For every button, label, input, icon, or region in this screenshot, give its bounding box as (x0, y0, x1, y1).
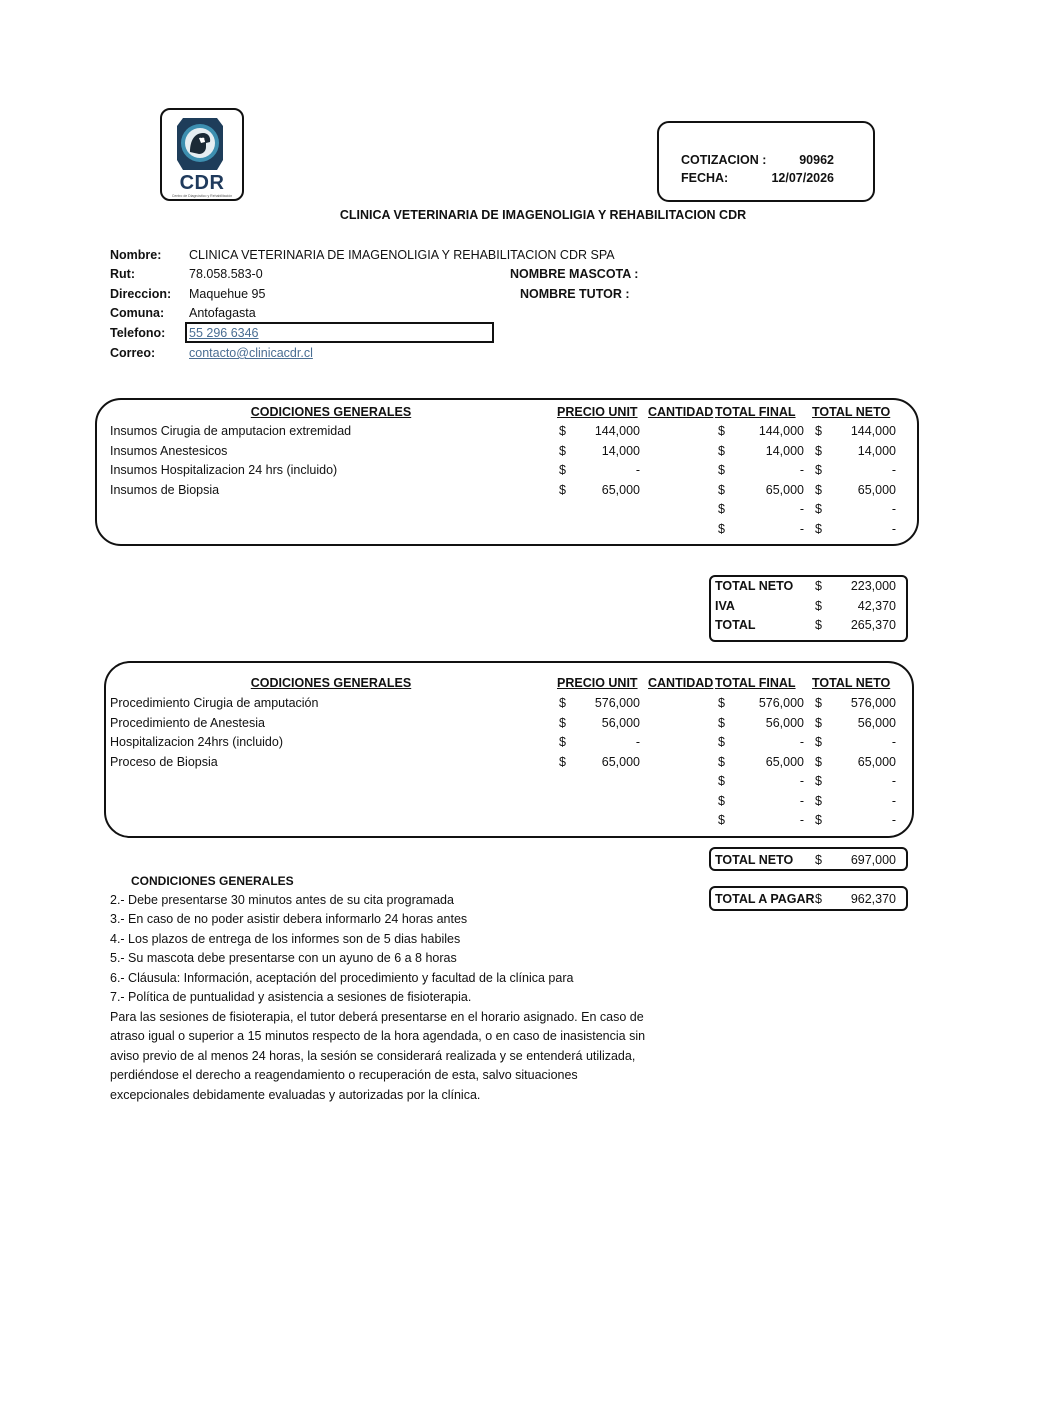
summary2-total-pagar-value: 962,370 (850, 892, 896, 906)
insumos-row-total-neto-currency: $ (815, 502, 822, 516)
procedimiento-row-total-final: 576,000 (758, 696, 804, 710)
summary1-currency: $ (815, 618, 822, 632)
procedimiento-row-total-final-currency: $ (718, 813, 725, 827)
logo-text: CDR (179, 172, 225, 194)
condition-line: 7.- Política de puntualidad y asistencia a sesiones de fisioterapia. (110, 990, 472, 1004)
condition-line: 6.- Cláusula: Información, aceptación del procedimiento y facultad de la clínica para (110, 971, 574, 985)
summary1-total-neto-label: TOTAL NETO (715, 579, 794, 593)
summary1-total-value: 265,370 (850, 618, 896, 632)
insumos-row-total-neto-currency: $ (815, 521, 822, 536)
rut-label: Rut: (110, 267, 135, 281)
insumos-row-precio-currency: $ (559, 424, 566, 438)
procedimiento-row-total-neto: - (891, 735, 896, 749)
summary1-iva-value: 42,370 (857, 599, 896, 613)
summary1-iva-label: IVA (715, 599, 735, 613)
dog-emblem-icon (173, 116, 227, 172)
mascota-label: NOMBRE MASCOTA : (510, 267, 639, 281)
direccion-label: Direccion: (110, 287, 172, 301)
procedimiento-row-total-final-currency: $ (718, 754, 725, 769)
procedimiento-row-desc: Procedimiento de Anestesia (110, 715, 265, 730)
procedimiento-row-total-final: 56,000 (765, 715, 804, 730)
insumos-row-total-final: - (799, 463, 804, 477)
procedimiento-row-desc: Procedimiento Cirugia de amputación (110, 696, 319, 710)
insumos-row-total-final-currency: $ (718, 443, 725, 458)
procedimiento-row-precio: 65,000 (601, 754, 640, 769)
condition-line: atraso igual o superior a 15 minutos respecto de la hora agendada, o en caso de inasistencia sin (110, 1029, 646, 1043)
insumos-row-total-final: - (799, 521, 804, 536)
correo-link[interactable]: contacto@clinicacdr.cl (189, 346, 313, 360)
procedimiento-row-total-neto: - (891, 774, 896, 788)
insumos-row-desc: Insumos Hospitalizacion 24 hrs (incluido) (110, 463, 338, 477)
table1-header-desc: CODICIONES GENERALES (250, 405, 412, 419)
procedimiento-row-precio: - (635, 735, 640, 749)
condition-line: excepcionales debidamente evaluadas y autorizadas por la clínica. (110, 1088, 481, 1102)
table2-header-total-neto: TOTAL NETO (812, 676, 891, 690)
condition-line: 3.- En caso de no poder asistir debera informarlo 24 horas antes (110, 912, 468, 926)
insumos-row-total-neto: 65,000 (857, 482, 896, 497)
summary2-total-pagar-label: TOTAL A PAGAR (715, 892, 815, 906)
procedimiento-row-total-neto-currency: $ (815, 813, 822, 827)
insumos-row-total-neto: 14,000 (857, 443, 896, 458)
insumos-row-total-final: 14,000 (765, 443, 804, 458)
insumos-row-total-final: 144,000 (758, 424, 804, 438)
cotizacion-label: COTIZACION : (681, 153, 767, 167)
conditions-title: CONDICIONES GENERALES (131, 874, 294, 888)
insumos-row-desc: Insumos de Biopsia (110, 482, 220, 497)
telefono-label: Telefono: (110, 326, 166, 340)
rut-value: 78.058.583-0 (189, 267, 263, 281)
procedimiento-row-total-neto-currency: $ (815, 735, 822, 749)
condition-line: 2.- Debe presentarse 30 minutos antes de su cita programada (110, 893, 454, 907)
cotizacion-number: 90962 (799, 153, 834, 167)
insumos-row-total-final-currency: $ (718, 521, 725, 536)
nombre-label: Nombre: (110, 248, 162, 262)
nombre-value: CLINICA VETERINARIA DE IMAGENOLIGIA Y REHABILITACION CDR SPA (189, 248, 615, 262)
summary2-total-neto-label: TOTAL NETO (715, 853, 794, 867)
procedimiento-row-precio-currency: $ (559, 754, 566, 769)
procedimiento-row-total-final: - (799, 793, 804, 808)
table1-header-total-neto: TOTAL NETO (812, 405, 891, 419)
insumos-row-desc: Insumos Cirugia de amputacion extremidad (110, 424, 352, 438)
insumos-row-total-neto: 144,000 (850, 424, 896, 438)
procedimiento-row-desc: Proceso de Biopsia (110, 754, 218, 769)
insumos-row-total-neto: - (891, 463, 896, 477)
procedimiento-row-total-final-currency: $ (718, 774, 725, 788)
table2-header-desc: CODICIONES GENERALES (250, 676, 412, 690)
correo-label: Correo: (110, 346, 156, 360)
insumos-row-total-neto-currency: $ (815, 463, 822, 477)
procedimiento-row-total-final: - (799, 735, 804, 749)
insumos-row-total-final: - (799, 502, 804, 516)
table2-header-precio: PRECIO UNIT (557, 676, 638, 690)
insumos-row-precio: 144,000 (594, 424, 640, 438)
summary1-total-label: TOTAL (715, 618, 756, 632)
procedimiento-row-precio: 56,000 (601, 715, 640, 730)
insumos-row-precio-currency: $ (559, 443, 566, 458)
insumos-row-total-neto-currency: $ (815, 482, 822, 497)
condition-line: 5.- Su mascota debe presentarse con un ayuno de 6 a 8 horas (110, 951, 457, 965)
procedimiento-row-total-final-currency: $ (718, 735, 725, 749)
clinic-title: CLINICA VETERINARIA DE IMAGENOLIGIA Y REHABILITACION CDR (339, 208, 747, 222)
condition-line: aviso previo de al menos 24 horas, la sesión se considerará realizada y se entenderá utilizada, (110, 1049, 636, 1063)
insumos-row-total-final: 65,000 (765, 482, 804, 497)
fecha-value: 12/07/2026 (771, 171, 834, 185)
procedimiento-row-total-neto-currency: $ (815, 715, 822, 730)
condition-line: Para las sesiones de fisioterapia, el tutor deberá presentarse en el horario asignado. En caso de (110, 1010, 644, 1024)
insumos-row-total-final-currency: $ (718, 424, 725, 438)
condition-line: 4.- Los plazos de entrega de los informes son de 5 dias habiles (110, 932, 461, 946)
procedimiento-row-total-neto: - (891, 813, 896, 827)
table1-header-precio: PRECIO UNIT (557, 405, 638, 419)
procedimiento-row-desc: Hospitalizacion 24hrs (incluido) (110, 735, 283, 749)
condition-line: perdiéndose el derecho a reagendamiento o recuperación de esta, salvo situaciones (110, 1068, 578, 1082)
insumos-row-precio: - (635, 463, 640, 477)
logo-subtitle: Centro de Diagnóstico y Rehabilitación (171, 194, 233, 198)
table2-header-cantidad: CANTIDAD (648, 676, 714, 690)
comuna-label: Comuna: (110, 306, 165, 320)
procedimiento-row-total-final: - (799, 813, 804, 827)
procedimiento-row-total-neto-currency: $ (815, 774, 822, 788)
telefono-link[interactable]: 55 296 6346 (189, 326, 259, 340)
procedimiento-row-precio: 576,000 (594, 696, 640, 710)
insumos-row-total-final-currency: $ (718, 463, 725, 477)
summary2-currency: $ (815, 892, 822, 906)
procedimiento-row-total-final-currency: $ (718, 793, 725, 808)
insumos-row-total-neto-currency: $ (815, 424, 822, 438)
insumos-row-precio-currency: $ (559, 463, 566, 477)
direccion-value: Maquehue 95 (189, 287, 266, 301)
procedimiento-row-total-neto-currency: $ (815, 754, 822, 769)
procedimiento-row-total-neto-currency: $ (815, 696, 822, 710)
insumos-row-precio: 14,000 (601, 443, 640, 458)
procedimiento-row-precio-currency: $ (559, 715, 566, 730)
insumos-row-precio-currency: $ (559, 482, 566, 497)
comuna-value: Antofagasta (189, 306, 256, 320)
table2-header-total-final: TOTAL FINAL (715, 676, 796, 690)
table1-header-total-final: TOTAL FINAL (715, 405, 796, 419)
insumos-row-total-neto-currency: $ (815, 443, 822, 458)
insumos-row-total-final-currency: $ (718, 482, 725, 497)
procedimiento-row-total-neto: - (891, 793, 896, 808)
procedimiento-row-total-final: - (799, 774, 804, 788)
procedimiento-row-total-final: 65,000 (765, 754, 804, 769)
insumos-row-precio: 65,000 (601, 482, 640, 497)
summary2-total-neto-value: 697,000 (850, 853, 896, 867)
procedimiento-row-precio-currency: $ (559, 735, 566, 749)
procedimiento-row-total-neto: 65,000 (857, 754, 896, 769)
procedimiento-row-total-neto-currency: $ (815, 793, 822, 808)
insumos-row-total-neto: - (891, 502, 896, 516)
insumos-row-desc: Insumos Anestesicos (110, 443, 228, 458)
insumos-row-total-final-currency: $ (718, 502, 725, 516)
fecha-label: FECHA: (681, 171, 729, 185)
summary1-currency: $ (815, 579, 822, 593)
procedimiento-row-total-neto: 576,000 (850, 696, 896, 710)
tutor-label: NOMBRE TUTOR : (520, 287, 630, 301)
summary1-currency: $ (815, 599, 822, 613)
table1-header-cantidad: CANTIDAD (648, 405, 714, 419)
insumos-row-total-neto: - (891, 521, 896, 536)
summary2-currency: $ (815, 853, 822, 867)
summary1-total-neto-value: 223,000 (850, 579, 896, 593)
procedimiento-row-total-neto: 56,000 (857, 715, 896, 730)
procedimiento-row-total-final-currency: $ (718, 715, 725, 730)
procedimiento-row-total-final-currency: $ (718, 696, 725, 710)
procedimiento-row-precio-currency: $ (559, 696, 566, 710)
